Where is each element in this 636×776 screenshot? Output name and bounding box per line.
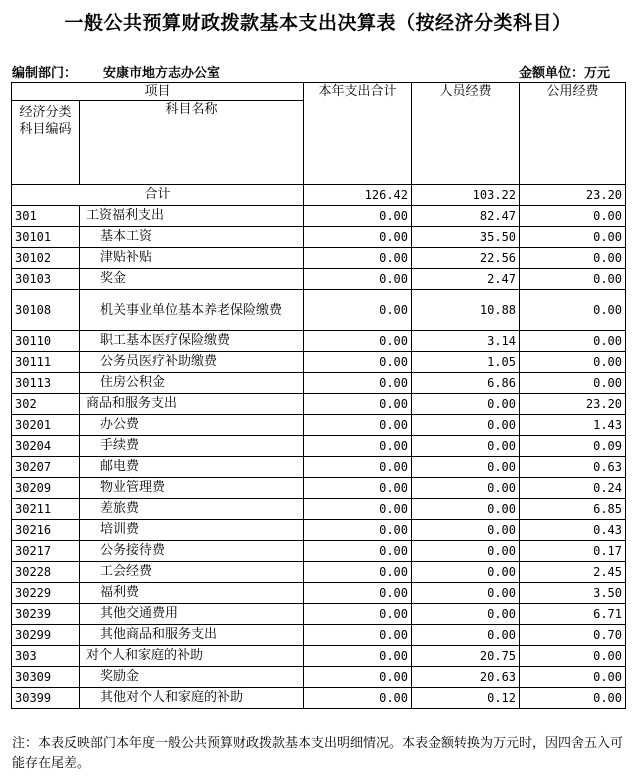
row-name: 商品和服务支出 <box>80 394 304 415</box>
table-row <box>12 436 626 457</box>
row-public: 6.85 <box>520 499 626 520</box>
row-name: 工会经费 <box>80 562 304 583</box>
row-personnel: 0.00 <box>412 436 520 457</box>
header-personnel: 人员经费 <box>412 83 520 185</box>
row-name: 其他对个人和家庭的补助 <box>80 688 304 709</box>
row-code: 30201 <box>12 415 80 436</box>
table-row <box>12 541 626 562</box>
row-personnel: 0.00 <box>412 478 520 499</box>
row-total: 0.00 <box>304 667 412 688</box>
row-total: 0.00 <box>304 583 412 604</box>
row-personnel: 1.05 <box>412 352 520 373</box>
row-total: 0.00 <box>304 604 412 625</box>
row-code: 30216 <box>12 520 80 541</box>
row-name: 工资福利支出 <box>80 206 304 227</box>
amount-unit: 金额单位：万元 <box>518 66 610 81</box>
row-personnel: 0.00 <box>412 394 520 415</box>
row-personnel: 35.50 <box>412 227 520 248</box>
expenditure-table <box>11 82 626 709</box>
row-name: 基本工资 <box>80 227 304 248</box>
table-row <box>12 206 626 227</box>
row-personnel: 2.47 <box>412 269 520 290</box>
row-public: 0.43 <box>520 520 626 541</box>
row-total: 0.00 <box>304 541 412 562</box>
row-name: 物业管理费 <box>80 478 304 499</box>
table-row <box>12 646 626 667</box>
row-personnel: 0.00 <box>412 499 520 520</box>
row-personnel: 0.00 <box>412 415 520 436</box>
row-personnel: 20.63 <box>412 667 520 688</box>
row-code: 30229 <box>12 583 80 604</box>
row-code: 30103 <box>12 269 80 290</box>
row-total: 0.00 <box>304 457 412 478</box>
row-public: 23.20 <box>520 394 626 415</box>
row-code: 30217 <box>12 541 80 562</box>
table-row <box>12 667 626 688</box>
row-code: 30101 <box>12 227 80 248</box>
row-public: 1.43 <box>520 415 626 436</box>
row-total: 0.00 <box>304 227 412 248</box>
row-personnel: 20.75 <box>412 646 520 667</box>
row-personnel: 0.00 <box>412 520 520 541</box>
row-public: 0.00 <box>520 331 626 352</box>
header-total: 本年支出合计 <box>304 83 412 185</box>
row-name: 公务接待费 <box>80 541 304 562</box>
table-row <box>12 688 626 709</box>
row-name: 手续费 <box>80 436 304 457</box>
table-row <box>12 604 626 625</box>
row-total: 0.00 <box>304 331 412 352</box>
row-code: 30207 <box>12 457 80 478</box>
total-public: 23.20 <box>520 185 626 206</box>
table-row <box>12 269 626 290</box>
row-code: 30211 <box>12 499 80 520</box>
row-name: 办公费 <box>80 415 304 436</box>
row-total: 0.00 <box>304 248 412 269</box>
row-total: 0.00 <box>304 520 412 541</box>
total-label: 合计 <box>12 185 304 206</box>
table-row <box>12 290 626 331</box>
header-item: 项目 <box>12 83 304 101</box>
row-personnel: 0.00 <box>412 541 520 562</box>
row-name: 奖励金 <box>80 667 304 688</box>
row-code: 30204 <box>12 436 80 457</box>
row-name: 差旅费 <box>80 499 304 520</box>
table-row <box>12 248 626 269</box>
department-name: 安康市地方志办公室 <box>103 66 221 81</box>
total-row <box>12 185 626 206</box>
row-code: 303 <box>12 646 80 667</box>
table-row <box>12 415 626 436</box>
row-total: 0.00 <box>304 290 412 331</box>
row-total: 0.00 <box>304 625 412 646</box>
row-personnel: 0.00 <box>412 625 520 646</box>
table-row <box>12 478 626 499</box>
row-personnel: 0.00 <box>412 583 520 604</box>
row-code: 30228 <box>12 562 80 583</box>
row-personnel: 10.88 <box>412 290 520 331</box>
row-personnel: 3.14 <box>412 331 520 352</box>
row-code: 30108 <box>12 290 80 331</box>
row-public: 0.00 <box>520 269 626 290</box>
row-personnel: 82.47 <box>412 206 520 227</box>
row-public: 0.00 <box>520 646 626 667</box>
row-public: 0.00 <box>520 667 626 688</box>
row-personnel: 0.00 <box>412 457 520 478</box>
row-public: 0.24 <box>520 478 626 499</box>
row-name: 培训费 <box>80 520 304 541</box>
row-total: 0.00 <box>304 415 412 436</box>
total-value: 126.42 <box>304 185 412 206</box>
row-total: 0.00 <box>304 499 412 520</box>
row-personnel: 0.12 <box>412 688 520 709</box>
row-total: 0.00 <box>304 352 412 373</box>
row-name: 福利费 <box>80 583 304 604</box>
table-row <box>12 583 626 604</box>
row-public: 0.00 <box>520 352 626 373</box>
table-row <box>12 520 626 541</box>
header-code: 经济分类科目编码 <box>12 101 80 185</box>
table-row <box>12 352 626 373</box>
department-label: 编制部门： <box>12 66 78 81</box>
row-name: 公务员医疗补助缴费 <box>80 352 304 373</box>
row-total: 0.00 <box>304 688 412 709</box>
row-name: 邮电费 <box>80 457 304 478</box>
row-name: 奖金 <box>80 269 304 290</box>
row-personnel: 22.56 <box>412 248 520 269</box>
row-public: 0.00 <box>520 688 626 709</box>
row-total: 0.00 <box>304 394 412 415</box>
row-public: 2.45 <box>520 562 626 583</box>
table-row <box>12 562 626 583</box>
row-total: 0.00 <box>304 562 412 583</box>
row-public: 0.00 <box>520 248 626 269</box>
row-code: 302 <box>12 394 80 415</box>
row-code: 30111 <box>12 352 80 373</box>
table-row <box>12 331 626 352</box>
row-code: 30209 <box>12 478 80 499</box>
row-name: 机关事业单位基本养老保险缴费 <box>80 290 304 331</box>
table-row <box>12 499 626 520</box>
table-row <box>12 394 626 415</box>
row-public: 0.17 <box>520 541 626 562</box>
row-total: 0.00 <box>304 269 412 290</box>
table-row <box>12 373 626 394</box>
row-code: 30113 <box>12 373 80 394</box>
row-name: 津贴补贴 <box>80 248 304 269</box>
row-name: 职工基本医疗保险缴费 <box>80 331 304 352</box>
row-public: 0.00 <box>520 373 626 394</box>
row-code: 301 <box>12 206 80 227</box>
row-personnel: 6.86 <box>412 373 520 394</box>
table-row <box>12 625 626 646</box>
header-public: 公用经费 <box>520 83 626 185</box>
row-name: 对个人和家庭的补助 <box>80 646 304 667</box>
row-public: 0.09 <box>520 436 626 457</box>
row-name: 其他交通费用 <box>80 604 304 625</box>
footnote: 注：本表反映部门本年度一般公共预算财政拨款基本支出明细情况。本表金额转换为万元时，因四舍五入可能存在尾差。 <box>12 736 624 771</box>
row-personnel: 0.00 <box>412 562 520 583</box>
row-total: 0.00 <box>304 478 412 499</box>
row-public: 0.00 <box>520 227 626 248</box>
row-total: 0.00 <box>304 646 412 667</box>
row-code: 30110 <box>12 331 80 352</box>
row-public: 0.63 <box>520 457 626 478</box>
row-code: 30102 <box>12 248 80 269</box>
header-name: 科目名称 <box>80 101 304 185</box>
row-code: 30309 <box>12 667 80 688</box>
total-personnel: 103.22 <box>412 185 520 206</box>
row-name: 其他商品和服务支出 <box>80 625 304 646</box>
row-code: 30399 <box>12 688 80 709</box>
row-total: 0.00 <box>304 373 412 394</box>
row-public: 0.00 <box>520 206 626 227</box>
row-code: 30239 <box>12 604 80 625</box>
row-public: 0.70 <box>520 625 626 646</box>
row-code: 30299 <box>12 625 80 646</box>
row-public: 6.71 <box>520 604 626 625</box>
report-title: 一般公共预算财政拨款基本支出决算表（按经济分类科目） <box>64 12 572 34</box>
row-personnel: 0.00 <box>412 604 520 625</box>
department-info <box>12 62 220 81</box>
row-total: 0.00 <box>304 436 412 457</box>
row-name: 住房公积金 <box>80 373 304 394</box>
row-total: 0.00 <box>304 206 412 227</box>
table-row <box>12 227 626 248</box>
row-public: 3.50 <box>520 583 626 604</box>
row-public: 0.00 <box>520 290 626 331</box>
table-row <box>12 457 626 478</box>
